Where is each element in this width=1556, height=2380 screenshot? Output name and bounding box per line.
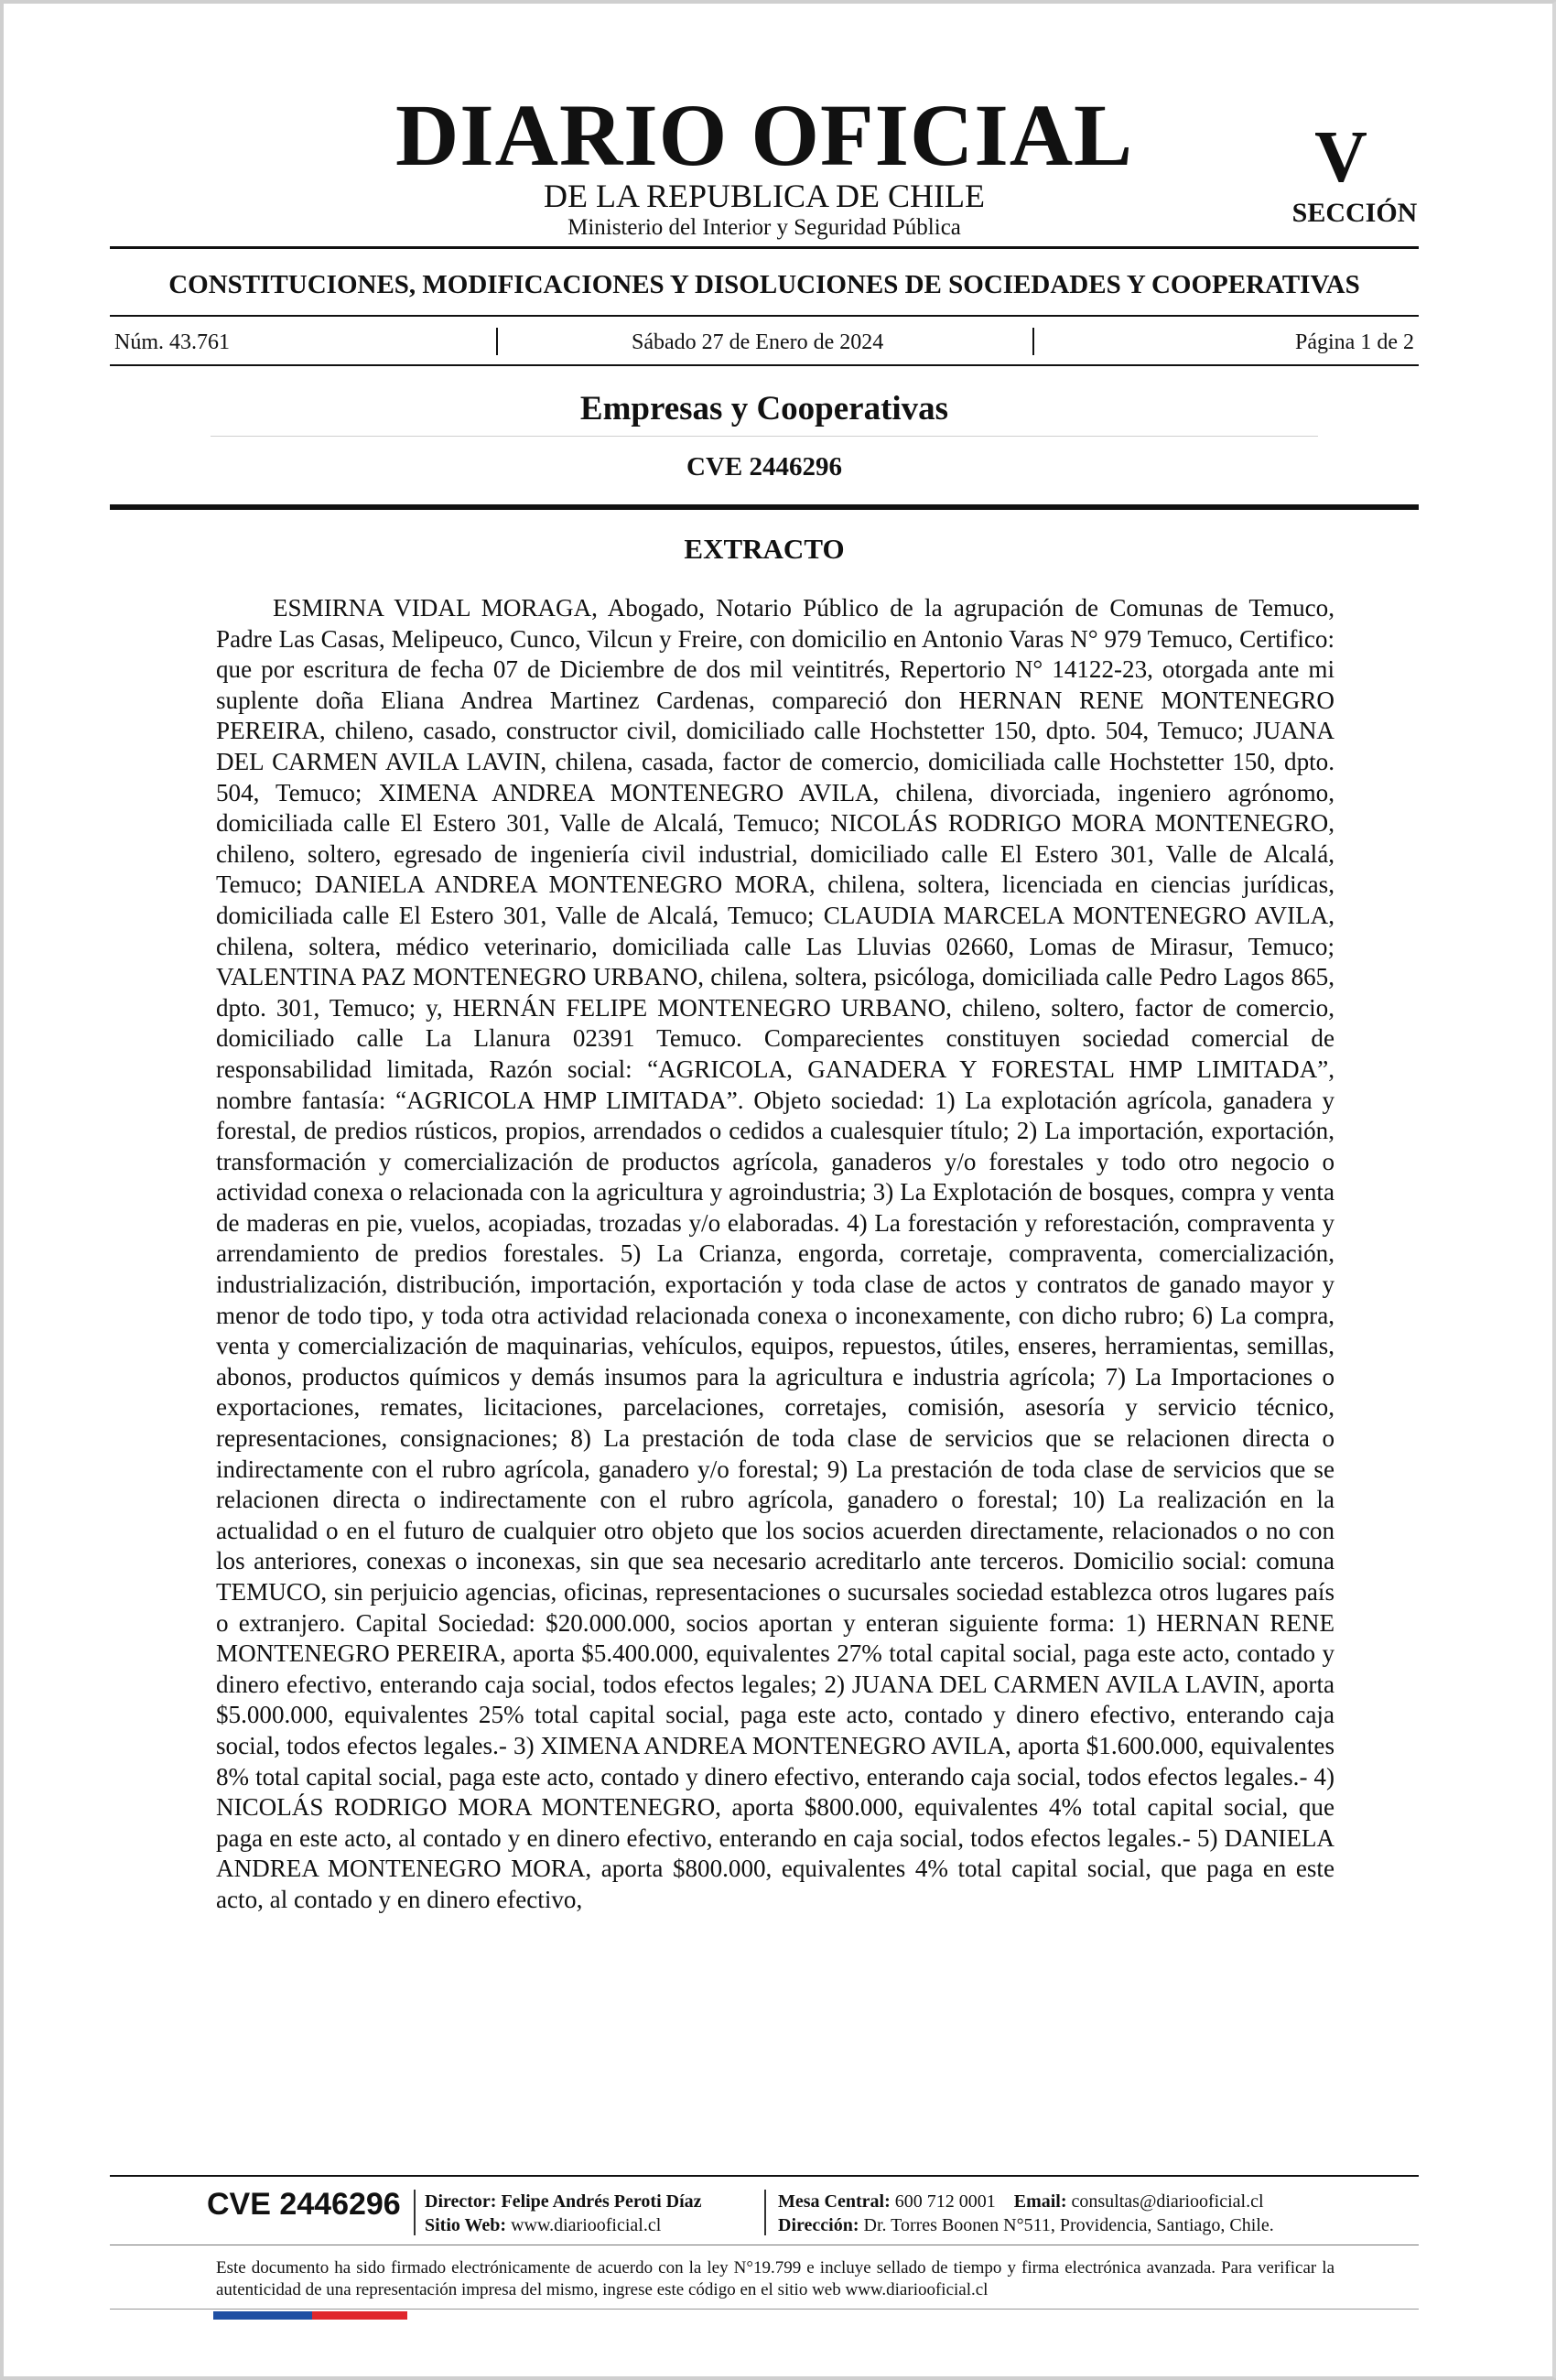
section-number: V <box>1314 117 1367 198</box>
section-label: SECCIÓN <box>1291 198 1418 228</box>
director-name: Felipe Andrés Peroti Díaz <box>501 2191 702 2212</box>
footer-rule-top <box>110 2175 1419 2177</box>
header-rule-top <box>110 246 1419 249</box>
info-separator <box>1032 328 1034 355</box>
phone-label: Mesa Central: <box>778 2191 891 2212</box>
cve-rule <box>110 504 1419 510</box>
masthead-title: DIARIO OFICIAL <box>394 86 1134 184</box>
signature-note: Este documento ha sido firmado electrónicamente de acuerdo con la ley N°19.799 e incluye sellado de tiempo y firma electrónica avanzada. Para verificar la autenticidad de una representación impresa del mismo, ingrese este código en el sitio web www.diariooficial.cl <box>216 2258 1334 2299</box>
extract-body: ESMIRNA VIDAL MORAGA, Abogado, Notario Público de la agrupación de Comunas de Temuco, Padre Las Casas, Melipeuco, Cunco, Vilcun y Freire, con domicilio en Antonio Varas N° 979 Temuco, Certifico: que por escritura de fecha 07 de Diciembre de dos mil veintitrés, Repertorio N° 14122-23, otorgada ante mi suplente doña Eliana Andrea Martinez Cardenas, compareció don HERNAN RENE MONTENEGRO PEREIRA, chileno, casado, constructor civil, domiciliado calle Hochstetter 150, dpto. 504, Temuco; JUANA DEL CARMEN AVILA LAVIN, chilena, casada, factor de comercio, domiciliada calle Hochstetter 150, dpto. 504, Temuco; XIMENA ANDREA MONTENEGRO AVILA, chilena, divorciada, ingeniero agrónomo, domiciliada calle El Estero 301, Valle de Alcalá, Temuco; NICOLÁS RODRIGO MORA MONTENEGRO, chileno, soltero, egresado de ingeniería civil industrial, domiciliado calle El Estero 301, Valle de Alcalá, Temuco; DANIELA ANDREA MONTENEGRO MORA, chilena, soltera, licenciada en ciencias jurídicas, domiciliada calle El Estero 301, Valle de Alcalá, Temuco; CLAUDIA MARCELA MONTENEGRO AVILA, chilena, soltera, médico veterinario, domiciliada calle Las Lluvias 02660, Lomas de Mirasur, Temuco; VALENTINA PAZ MONTENEGRO URBANO, chilena, soltera, psicóloga, domiciliada calle Pedro Lagos 865, dpto. 301, Temuco; y, HERNÁN FELIPE MONTENEGRO URBANO, chileno, soltero, factor de comercio, domiciliado calle La Llanura 02391 Temuco. Comparecientes constituyen sociedad comercial de responsabilidad limitada, Razón social: “AGRICOLA, GANADERA Y FORESTAL HMP LIMITADA”, nombre fantasía: “AGRICOLA HMP LIMITADA”. Objeto sociedad: 1) La explotación agrícola, ganadera y forestal, de predios rústicos, propios, arrendados o cedidos a cualesquier título; 2) La importación, exportación, transformación y comercialización de productos agrícola, ganaderos y/o forestales y todo otro negocio o actividad conexa o relacionada con la agricultura y agroindustria; 3) La Explotación de bosques, compra y venta de maderas en pie, vuelos, acopiadas, trozadas y/o elaboradas. 4) La forestación y reforestación, compraventa y arrendamiento de predios forestales. 5) La Crianza, engorda, corretaje, compraventa, comercialización, industrialización, distribución, importación, exportación y toda clase de actos y contratos de ganado mayor y menor de todo tipo, y toda otra actividad relacionada conexa o inconexamente, con dicho rubro; 6) La compra, venta y comercialización de maquinarias, vehículos, equipos, repuestos, útiles, enseres, herramientas, semillas, abonos, productos químicos y demás insumos para la agricultura e industria agrícola; 7) La Importaciones o exportaciones, remates, licitaciones, parcelaciones, corretajes, comisión, asesoría y servicio técnico, representaciones, consignaciones; 8) La prestación de toda clase de servicios que se relacionen directa o indirectamente con el rubro agrícola, ganadero y/o forestal; 9) La prestación de toda clase de servicios que se relacionen directa o indirectamente con el rubro agrícola, ganadero o forestal; 10) La realización en la actualidad o en el futuro de cualquier otro objeto que los socios acuerden directamente, relacionados o no con los anteriores, conexas o inconexas, sin que sea necesario acreditarlo ante terceros. Domicilio social: comuna TEMUCO, sin perjuicio agencias, oficinas, representaciones o sucursales sociedad establezca otros lugares país o extranjero. Capital Sociedad: $20.000.000, socios aportan y enteran siguiente forma: 1) HERNAN RENE MONTENEGRO PEREIRA, aporta $5.400.000, equivalentes 27% total capital social, paga este acto, contado y dinero efectivo, enterando caja social, todos efectos legales; 2) JUANA DEL CARMEN AVILA LAVIN, aporta $5.000.000, equivalentes 25% total capital social, paga este acto, contado y dinero efectivo, enterando caja social, todos efectos legales.- 3) XIMENA ANDREA MONTENEGRO AVILA, aporta $1.600.000, equivalentes 8% total capital social, paga este acto, contado y dinero efectivo, enterando caja social, todos efectos legales.- 4) NICOLÁS RODRIGO MORA MONTENEGRO, aporta $800.000, equivalentes 4% total capital social, que paga en este acto, al contado y en dinero efectivo, enterando en caja social, todos efectos legales.- 5) DANIELA ANDREA MONTENEGRO MORA, aporta $800.000, equivalentes 4% total capital social, que paga en este acto, al contado y en dinero efectivo, <box>216 594 1334 1913</box>
phone-number: 600 712 0001 <box>894 2191 996 2212</box>
site-label: Sitio Web: <box>425 2215 507 2235</box>
address-label: Dirección: <box>778 2215 859 2235</box>
section-heading: Empresas y Cooperativas <box>579 390 949 427</box>
footer-contact-block <box>778 2190 1274 2237</box>
footer-director-block <box>425 2190 702 2237</box>
document-title: EXTRACTO <box>684 533 845 565</box>
masthead-subtitle: DE LA REPUBLICA DE CHILE <box>544 178 985 214</box>
footer-separator <box>764 2190 766 2235</box>
category-heading: CONSTITUCIONES, MODIFICACIONES Y DISOLUCIONES DE SOCIEDADES Y COOPERATIVAS <box>168 270 1360 299</box>
footer-cve-code: CVE 2446296 <box>207 2187 401 2222</box>
footer-separator <box>414 2190 416 2235</box>
email-label: Email: <box>1013 2191 1067 2212</box>
director-label: Director: <box>425 2191 497 2212</box>
address-text: Dr. Torres Boonen N°511, Providencia, Santiago, Chile. <box>863 2215 1274 2235</box>
header-rule-bottom <box>110 364 1419 366</box>
site-link[interactable]: www.diariooficial.cl <box>511 2215 662 2235</box>
email-link[interactable]: consultas@diariooficial.cl <box>1071 2191 1264 2212</box>
issue-number: Núm. 43.761 <box>114 330 230 354</box>
issue-page: Página 1 de 2 <box>1295 330 1414 354</box>
section-divider <box>211 436 1318 437</box>
header-rule-middle <box>110 315 1419 317</box>
flag-stripe-blue <box>213 2311 312 2320</box>
issue-date: Sábado 27 de Enero de 2024 <box>632 330 884 354</box>
info-separator <box>496 328 498 355</box>
footer-rule-bottom <box>110 2309 1419 2310</box>
masthead-ministry: Ministerio del Interior y Seguridad Pública <box>567 215 961 240</box>
flag-stripe-red <box>312 2311 407 2320</box>
cve-code: CVE 2446296 <box>686 452 842 481</box>
